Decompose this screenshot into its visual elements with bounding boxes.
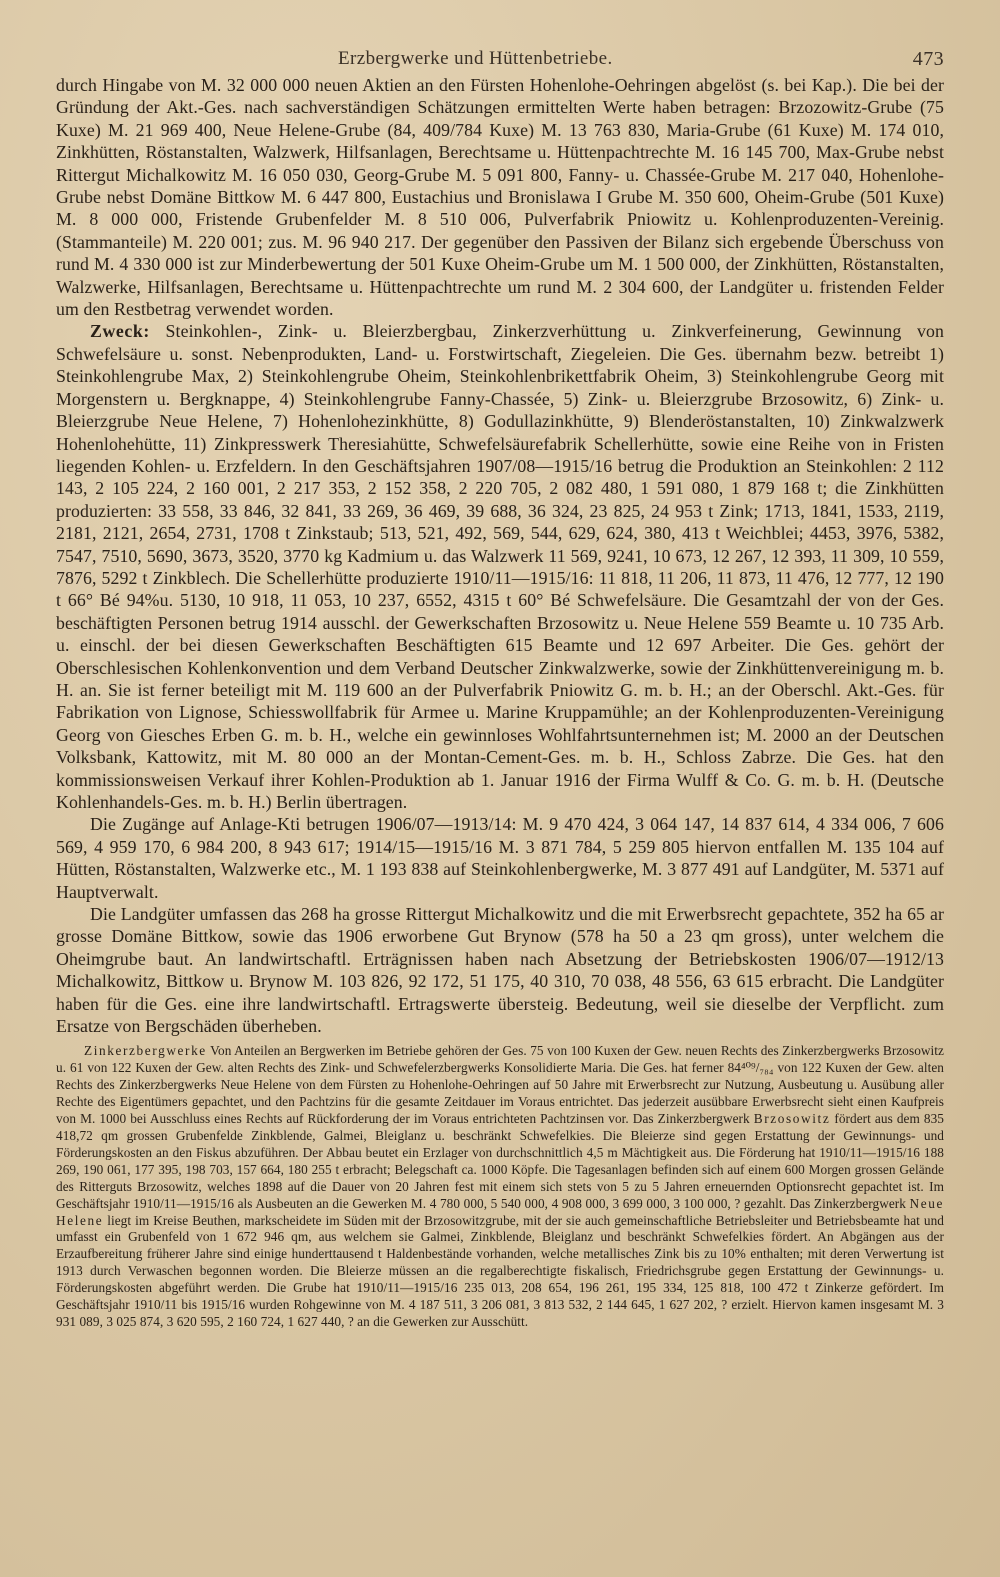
paragraph-zugaenge: Die Zugänge auf Anlage-Kti betrugen 1906/07—1913/14: M. 9 470 424, 3 064 147, 14 837 614, 4 334 006, 7 606 569, 4 959 170, 6 984 200, 8 943 617; 1914/15—1915/16 M. 3 871 784, 5 259 805 hiervon entfallen M. 135 104 auf Hütten, Röstanstalten, Walzwerke etc., M. 1 193 838 auf Steinkohlenbergwerke, M. 3 877 491 auf Landgüter, M. 5371 auf Hauptverwalt. [56, 814, 944, 902]
page-number: 473 [912, 48, 944, 70]
zweck-text: Steinkohlen-, Zink- u. Bleierzbergbau, Zinkerzverhüttung u. Zinkverfeinerung, Gewinnung von Schwefelsäure u. sonst. Nebenprodukten, Land- u. Forstwirtschaft, Ziegeleien. Die Ges. übernahm bezw. betreibt 1) Steinkohlengrube Max, 2) Steinkohlengrube Oheim, Steinkohlenbrikettfabrik Oheim, 3) Steinkohlengrube Georg mit Morgenstern u. Bergknappe, 4) Steinkohlengrube Fanny-Chassée, 5) Zink- u. Bleierzgrube Brzosowitz, 6) Zink- u. Bleierzgrube Neue Helene, 7) Hohenlohezinkhütte, 8) Godullazinkhütte, 9) Blenderöstanstalten, 10) Zinkwalzwerk Hohenlohehütte, 11) Zinkpresswerk Theresiahütte, Schwefelsäurefabrik Schellerhütte, sowie eine Reihe von in Fristen liegenden Kohlen- u. Erzfeldern. In den Geschäftsjahren 1907/08—1915/16 betrug die Produktion an Steinkohlen: 2 112 143, 2 105 224, 2 160 001, 2 217 353, 2 152 358, 2 220 705, 2 082 480, 1 591 080, 1 879 168 t; die Zinkhütten produzierten: 33 558, 33 846, 32 841, 33 269, 36 469, 39 688, 36 324, 23 825, 24 953 t Zink; 1713, 1841, 1533, 2119, 2181, 2121, 2654, 2731, 1708 t Zinkstaub; 513, 521, 492, 569, 544, 629, 624, 380, 413 t Weichblei; 4453, 3976, 5382, 7547, 7510, 5690, 3673, 3520, 3770 kg Kadmium u. das Walzwerk 11 569, 9241, 10 673, 12 267, 12 393, 11 309, 10 559, 7876, 5292 t Zinkblech. Die Schellerhütte produzierte 1910/11—1915/16: 11 818, 11 206, 11 873, 11 476, 12 777, 12 190 t 66° Bé 94%u. 5130, 10 918, 11 053, 10 237, 6552, 4315 t 60° Bé Schwefelsäure. Die Gesamtzahl der von der Ges. beschäftigten Personen betrug 1914 ausschl. der Gewerkschaften Brzosowitz u. Neue Helene 559 Beamte u. 10 735 Arb. u. einschl. der bei diesen Gewerkschaften Beschäftigten 615 Beamte und 12 697 Arbeiter. Die Ges. gehört der Oberschlesischen Kohlenkonvention und dem Verband Deutscher Zinkwalzwerke, sowie der Zinkhüttenvereinigung m. b. H. an. Sie ist ferner beteiligt mit M. 119 600 an der Pulverfabrik Pniowitz G. m. b. H.; an der Oberschl. Akt.-Ges. für Fabrikation von Lignose, Schiesswollfabrik für Armee u. Marine Kruppamühle; an der Kohlenproduzenten-Vereinigung Georg von Giesches Erben G. m. b. H., welche ein gewinnloses Wohlfahrtsunternehmen ist; M. 2000 an der Deutschen Volksbank, Kattowitz, mit M. 80 000 an der Montan-Cement-Ges. m. b. H., Schloss Zabrze. Die Ges. hat den kommissionsweisen Verkauf ihrer Kohlen-Produktion ab 1. Januar 1916 der Firma Wulff & Co. G. m. b. H. (Deutsche Kohlenhandels-Ges. m. b. H.) Berlin übertragen. [56, 321, 944, 812]
note-text-2: fördert aus dem 835 418,72 qm grossen Grubenfelde Zinkblende, Galmei, Bleiglanz u. beschränkt Schwefelkies. Die Bleierze sind gegen Erstattung der Gewinnungs- und Förderungskosten an den Fiskus abzuführen. Der Abbau beutet ein Erzlager von durchschnittlich 4,5 m Mächtigkeit aus. Die Förderung hat 1910/11—1915/16 188 269, 190 061, 177 395, 198 703, 157 664, 180 255 t erbracht; Belegschaft ca. 1000 Köpfe. Die Tagesanlagen befinden sich auf einem 600 Morgen grossen Gelände des Ritterguts Brzosowitz, welches 1898 auf die Dauer von 20 Jahren fest mit einem sich stets von 5 zu 5 Jahren erneuernden Optionsrecht gepachtet ist. Im Geschäftsjahr 1910/11—1915/16 als Ausbeuten an die Gewerken M. 4 780 000, 5 540 000, 4 908 000, 3 699 000, 3 100 000, ? gezahlt. Das Zinkerzbergwerk [56, 1111, 944, 1211]
paragraph-zweck [56, 320, 944, 813]
footnote-block [56, 1043, 944, 1330]
running-header [56, 44, 944, 74]
main-text [56, 74, 944, 1037]
note-zinkerzbergwerke [56, 1043, 944, 1330]
note-text-1: Von Anteilen an Bergwerken im Betriebe gehören der Ges. 75 von 100 Kuxen der Gew. neuen Rechts des Zinkerzbergwerks Brzosowitz u. 61 von 122 Kuxen der Gew. alten Rechts des Zink- und Schwefelerzbergwerks Konsolidierte Maria. Die Ges. hat ferner 84⁴⁰⁹/₇₈₄ von 122 Kuxen der Gew. alten Rechts des Zinkerzbergwerks Neue Helene von dem Fürsten zu Hohenlohe-Oehringen auf 50 Jahre mit Erwerbsrecht zur Nutzung, Ausbeutung u. Ausübung aller Rechte des Eigentümers gepachtet, und den Pachtzins für die gesamte Zeitdauer im Voraus entrichtet. Das jederzeit ausübbare Erwerbsrecht sieht einen Kaufpreis von M. 1000 bei Ausschluss eines Rechts auf Rückforderung der im Voraus entrichteten Pachtzinsen vor. Das Zinkerzbergwerk [56, 1043, 944, 1127]
paragraph-landgueter: Die Landgüter umfassen das 268 ha grosse Rittergut Michalkowitz und die mit Erwerbsrecht gepachtete, 352 ha 65 ar grosse Domäne Bittkow, sowie das 1906 erworbene Gut Brynow (578 ha 50 a 23 qm gross), unter welchem die Oheimgrube baut. An landwirtschaftl. Erträgnissen haben nach Absetzung der Betriebskosten 1906/07—1912/13 Michalkowitz, Bittkow u. Brynow M. 103 826, 92 172, 51 175, 40 310, 70 038, 48 556, 63 615 erbracht. Die Landgüter haben für die Ges. eine ihre landwirtschaftl. Ertragswerte übersteig. Bedeutung, weil sie dieselbe der Verpflicht. zum Ersatze von Bergschäden überheben. [56, 904, 944, 1037]
note-text-3: liegt im Kreise Beuthen, markscheidete im Süden mit der Brzosowitzgrube, mit der sie auch gemeinschaftliche Betriebsleiter und Betriebsbeamte hat und umfasst ein Grubenfeld von 1 672 946 qm, aus welchem sie Galmei, Zinkblende, Bleiglanz und beschränkt Schwefelkies fördert. An Abgängen aus der Erzaufbereitung früherer Jahre sind einige hunderttausend t Haldenbestände vorhanden, welche metallisches Zink bis zu 10% enthalten; mit deren Verwertung ist 1913 durch Verwaschen begonnen worden. Die Bleierze müssen an die regalberechtigte fiskalisch, Friedrichsgrube gegen Erstattung der Gewinnungs- u. Förderungskosten abgeführt werden. Die Grube hat 1910/11—1915/16 235 013, 208 654, 196 261, 195 334, 125 818, 100 472 t Zinkerze gefördert. Im Geschäftsjahr 1910/11 bis 1915/16 wurden Rohgewinne von M. 4 187 511, 3 206 081, 3 813 532, 2 144 645, 1 627 202, ? erzielt. Hiervon kamen insgesamt M. 3 931 089, 3 025 874, 3 620 595, 2 160 724, 1 627 440, ? an die Gewerken zur Ausschütt. [56, 1212, 944, 1329]
running-title: Erzbergwerke und Hüttenbetriebe. [338, 48, 613, 69]
paragraph-valuation: durch Hingabe von M. 32 000 000 neuen Aktien an den Fürsten Hohenlohe-Oehringen abgelöst (s. bei Kap.). Die bei der Gründung der Akt.-Ges. nach sachverständigen Schätzungen ermittelten Werte haben betragen: Brzozowitz-Grube (75 Kuxe) M. 21 969 400, Neue Helene-Grube (84, 409/784 Kuxe) M. 13 763 830, Maria-Grube (61 Kuxe) M. 174 010, Zinkhütten, Röstanstalten, Walzwerk, Hilfsanlagen, Berechtsame u. Hüttenpachtrechte M. 16 145 700, Max-Grube nebst Rittergut Michalkowitz M. 16 050 030, Georg-Grube M. 5 091 800, Fanny- u. Chassée-Grube M. 217 040, Hohenlohe-Grube nebst Domäne Bittkow M. 6 447 800, Eustachius und Bronislawa I Grube M. 350 600, Oheim-Grube (501 Kuxe) M. 8 000 000, Fristende Grubenfelder M. 8 510 006, Pulverfabrik Pniowitz u. Kohlenproduzenten-Vereinig. (Stammanteile) M. 220 001; zus. M. 96 940 217. Der gegenüber den Passiven der Bilanz sich ergebende Überschuss von rund M. 4 330 000 ist zur Minderbewertung der 501 Kuxe Oheim-Grube um M. 1 500 000, der Zinkhütten, Röstanstalten, Walzwerke, Hilfsanlagen, Berechtsame u. Hüttenpachtrechte um rund M. 2 304 600, der Landgüter u. fristenden Felder um den Restbetrag verwendet worden. [56, 75, 944, 320]
zweck-label: Zweck: [90, 321, 150, 342]
note-brzosowitz: Brzosowitz [753, 1111, 831, 1127]
note-label: Zinkerzbergwerke [84, 1043, 207, 1059]
note-neue-helene: Neue Helene [56, 1195, 944, 1228]
